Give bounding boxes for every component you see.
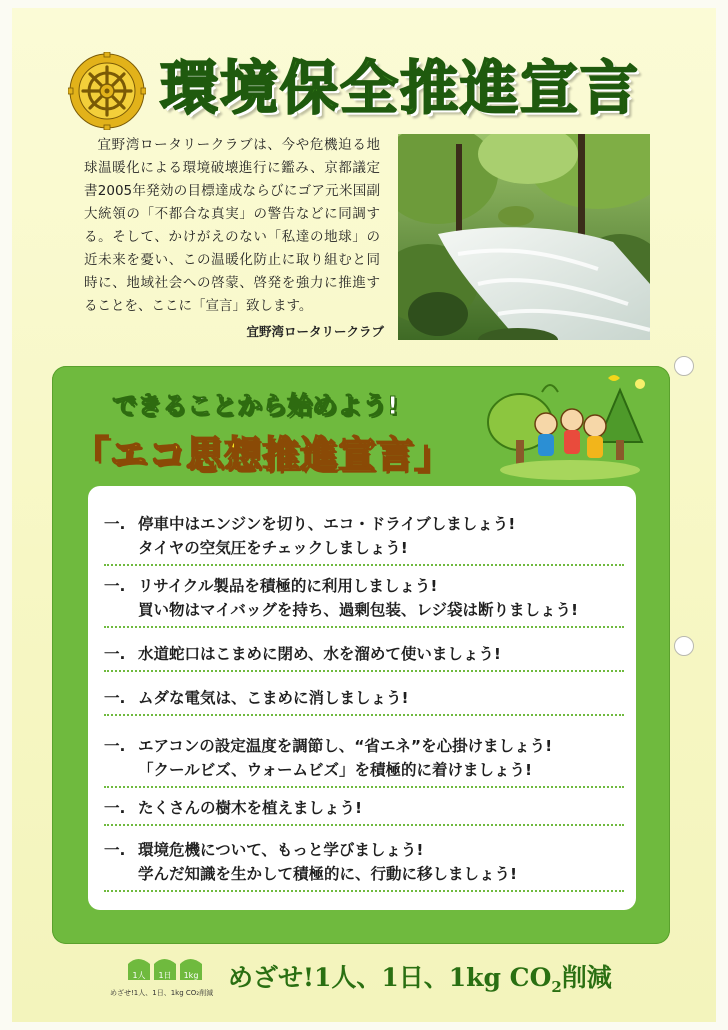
punch-hole-bottom (674, 636, 694, 656)
item-line: たくさんの樹木を植えましょう! (138, 799, 363, 817)
panel-subtitle: 「エコ思想推進宣言」 (72, 433, 452, 476)
item-dash: 一. (104, 841, 126, 859)
item-line: タイヤの空気圧をチェックしましょう! (138, 539, 408, 557)
children-trees-illustration (480, 372, 650, 480)
club-signature: 宜野湾ロータリークラブ (246, 324, 384, 339)
slogan (228, 958, 628, 996)
list-item (104, 686, 624, 716)
item-dash: 一. (104, 645, 126, 663)
badge-day: 1日 (158, 971, 172, 980)
panel-lead: できることから始めよう! (112, 391, 399, 420)
rotary-emblem-icon (68, 52, 146, 130)
item-line: 「クールビズ、ウォームビズ」を積極的に着けましょう! (138, 761, 533, 779)
list-item (104, 574, 624, 628)
intro-text: 宜野湾ロータリークラブは、今や危機迫る地球温暖化による環境破壊進行に鑑み、京都議定書2005年発効の目標達成ならびにゴア元米国副大統領の「不都合な真実」の警告などに同調する。そして、かけがえのない「私達の地球」の近未来を憂い、この温暖化防止に取り組むと同時に、地域社会への啓蒙、啓発を強力に推進することを、ここに「宣言」致します。 (84, 137, 380, 314)
item-dash: 一. (104, 515, 126, 533)
slogan-main: めざせ!1人、1日、1kg CO (228, 963, 552, 992)
item-line: ムダな電気は、こまめに消しましょう! (138, 689, 409, 707)
co2-badges (124, 956, 208, 986)
forest-stream-photo (398, 134, 650, 340)
item-line: エアコンの設定温度を調節し、“省エネ”を心掛けましょう! (138, 737, 553, 755)
slogan-subscript: 2 (551, 978, 562, 996)
item-line: 学んだ知識を生かして積極的に、行動に移しましょう! (138, 865, 518, 883)
item-dash: 一. (104, 577, 126, 595)
item-line: 水道蛇口はこまめに閉め、水を溜めて使いましょう! (138, 645, 501, 663)
intro-paragraph (84, 134, 380, 318)
item-dash: 一. (104, 737, 126, 755)
slogan-end: 削減 (561, 963, 612, 992)
badge-kg: 1kg (183, 971, 199, 980)
list-item (104, 796, 624, 826)
item-line: 環境危機について、もっと学びましょう! (138, 841, 424, 859)
punch-hole-top (674, 356, 694, 376)
list-item (104, 734, 624, 788)
list-item (104, 838, 624, 892)
item-line: 買い物はマイバッグを持ち、過剰包装、レジ袋は断りましょう! (138, 601, 579, 619)
item-line: リサイクル製品を積極的に利用しましょう! (138, 577, 438, 595)
page-title: 環境保全推進宣言 (160, 54, 641, 122)
list-item (104, 512, 624, 566)
item-dash: 一. (104, 799, 126, 817)
item-dash: 一. (104, 689, 126, 707)
badge-person: 1人 (132, 971, 146, 980)
badge-caption: めざせ!1人、1日、1kg CO₂削減 (110, 989, 214, 997)
list-item (104, 642, 624, 672)
item-line: 停車中はエンジンを切り、エコ・ドライブしましょう! (138, 515, 516, 533)
